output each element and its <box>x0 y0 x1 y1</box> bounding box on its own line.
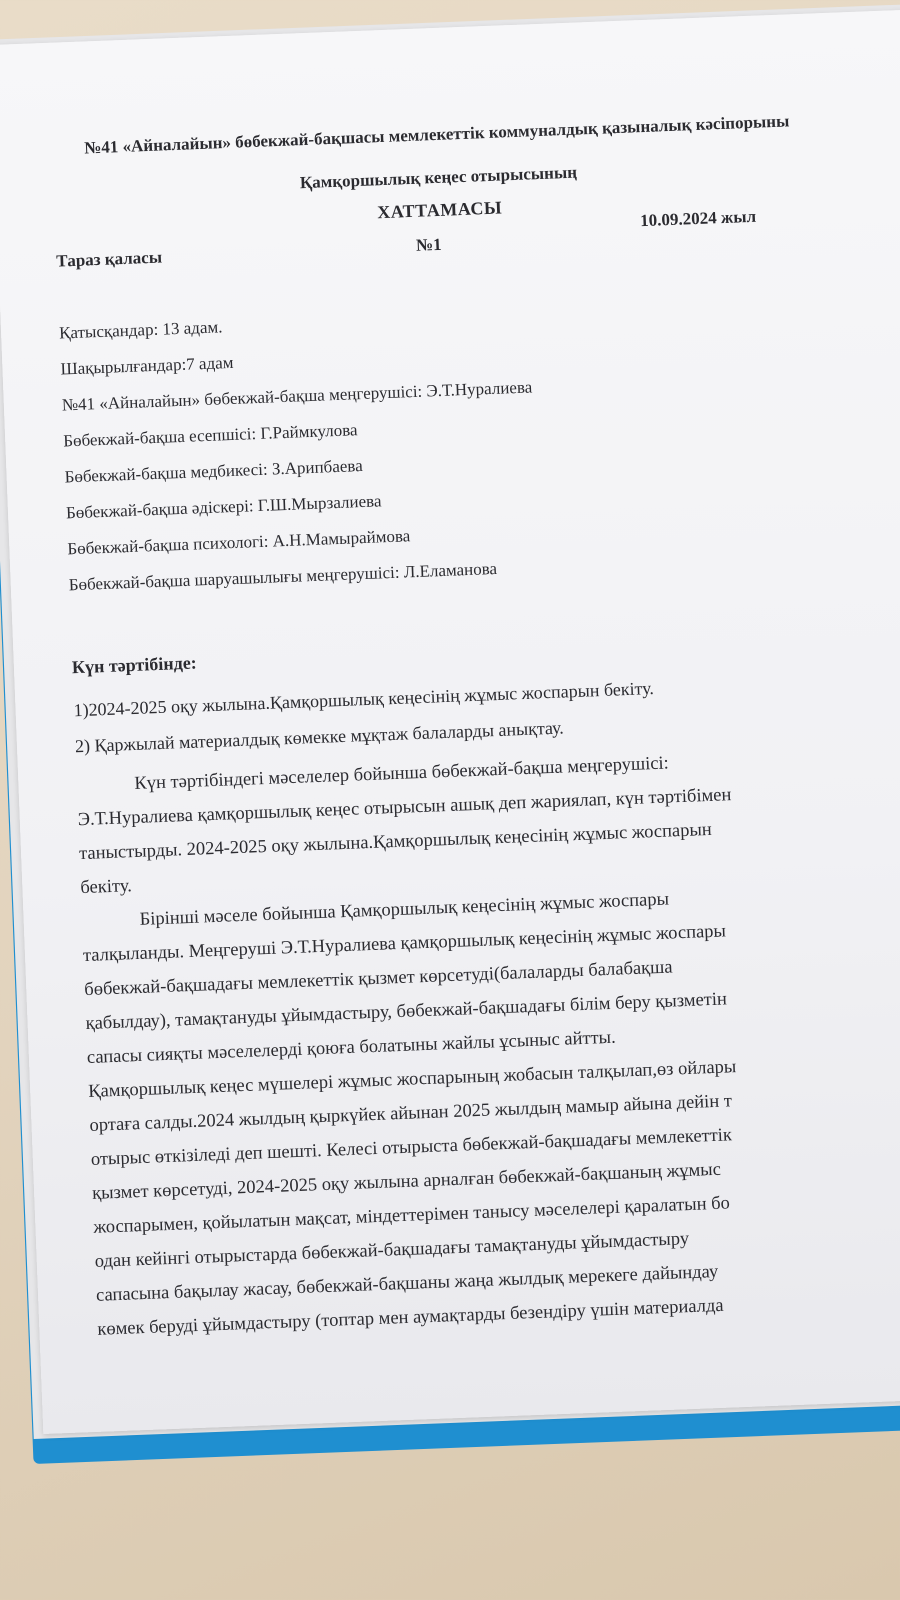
city: Тараз қаласы <box>55 247 163 271</box>
participant-line: №41 «Айналайын» бөбекжай-бақша меңгерушісі: Э.Т.Нуралиева <box>61 377 533 415</box>
body-line: таныстырды. 2024-2025 оқу жылына.Қамқоршылық кеңесінің жұмыс жоспарын <box>78 819 713 865</box>
council-heading: Қамқоршылық кеңес отырысының <box>299 162 578 193</box>
body-line: Э.Т.Нуралиева қамқоршылық кеңес отырысын ашық деп жариялап, күн тәртібімен <box>77 785 732 831</box>
doc-title: ХАТТАМАСЫ <box>376 197 503 223</box>
body-line: қызмет көрсетуді, 2024-2025 оқу жылына арналған бөбекжай-бақшаның жұмыс <box>91 1159 722 1204</box>
participant-line: Бөбекжай-бақша есепшісі: Г.Раймкулова <box>62 420 358 451</box>
participant-line: Бөбекжай-бақша шаруашылығы меңгерушісі: Л.Еламанова <box>68 558 498 595</box>
body-line: отырыс өткізіледі деп шешті. Келесі отырыста бөбекжай-бақшадағы мемлекеттік <box>90 1125 733 1170</box>
participant-line: Бөбекжай-бақша әдіскері: Г.Ш.Мырзалиева <box>65 491 382 523</box>
agenda-item: 1)2024-2025 оқу жылына.Қамқоршылық кеңесінің жұмыс жоспарын бекіту. <box>73 677 655 721</box>
body-line: сапасы сияқты мәселелерді қоюға болатыны жайлы ұсыныс айтты. <box>86 1027 617 1069</box>
body-line: бөбекжай-бақшадағы мемлекеттік қызмет көрсетуді(балаларды балабақша <box>83 957 673 1001</box>
body-line: одан кейінгі отырыстарда бөбекжай-бақшадағы тамақтануды ұйымдастыру <box>94 1229 690 1272</box>
body-line: сапасына бақылау жасау, бөбекжай-бақшаны жаңа жылдық мерекеге дайындау <box>95 1261 719 1306</box>
agenda-title: Күн тәртібінде: <box>71 652 198 678</box>
body-line: қабылдау), тамақтануды ұйымдастыру, бөбекжай-бақшадағы білім беру қызметін <box>85 989 728 1035</box>
body-text <box>76 736 900 1347</box>
body-line: талқыланды. Меңгеруші Э.Т.Нуралиева қамқоршылық кеңесінің жұмыс жоспары <box>82 921 727 967</box>
protocol-date: 10.09.2024 жыл <box>639 206 757 231</box>
participant-line: Бөбекжай-бақша психологі: А.Н.Мамыраймова <box>67 526 411 559</box>
body-line: Күн тәртібіндегі мәселелер бойынша бөбекжай-бақша меңгерушісі: <box>134 753 670 794</box>
participants-list <box>59 287 900 609</box>
body-line: Қамқоршылық кеңес мүшелері жұмыс жоспарының жобасын талқылап,өз ойлары <box>87 1057 737 1102</box>
document-content <box>52 103 900 1347</box>
body-line: Бірінші мәселе бойынша Қамқоршылық кеңесінің жұмыс жоспары <box>139 889 670 930</box>
body-line: ортаға салды.2024 жылдың қыркүйек айынан 2025 жылдың мамыр айына дейін т <box>89 1091 733 1136</box>
org-name: №41 «Айналайын» бөбекжай-бақшасы мемлекеттік коммуналдық қазыналық кәсіпорыны <box>83 111 790 158</box>
protocol-number: №1 <box>415 234 442 255</box>
participant-line: Қатысқандар: 13 адам. <box>58 317 223 343</box>
body-line: жоспарымен, қойылатын мақсат, міндеттерімен танысу мәселелері қаралатын бо <box>93 1193 731 1238</box>
body-line: бекіту. <box>80 876 133 899</box>
participant-line: Шақырылғандар:7 адам <box>60 352 234 379</box>
document-sheet <box>0 10 900 1434</box>
body-line: көмек беруді ұйымдастыру (топтар мен аумақтарды безендіру үшін материалда <box>97 1295 724 1340</box>
agenda-item: 2) Қаржылай материалдық көмекке мұқтаж балаларды анықтау. <box>74 717 565 757</box>
participant-line: Бөбекжай-бақша медбикесі: З.Арипбаева <box>64 456 364 487</box>
